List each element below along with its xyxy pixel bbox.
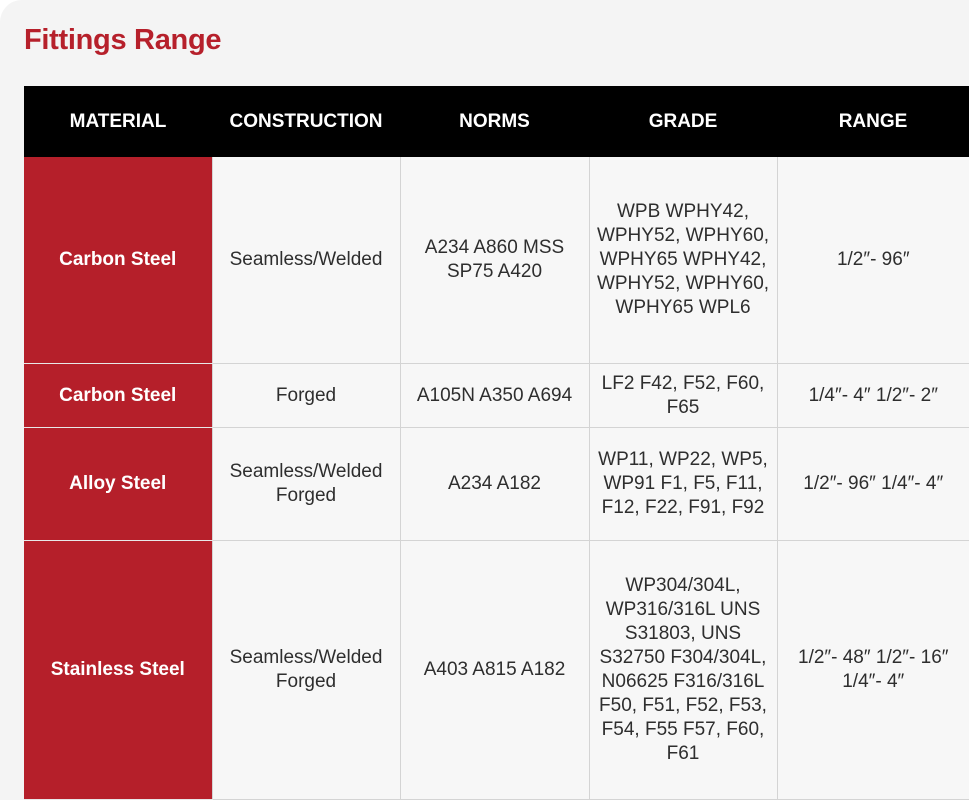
norms-cell: A105N A350 A694 <box>400 364 589 428</box>
material-cell: Alloy Steel <box>24 428 212 541</box>
construction-cell: Seamless/Welded Forged <box>212 428 400 541</box>
table-row <box>24 157 969 364</box>
range-cell: 1/4″- 4″ 1/2″- 2″ <box>777 364 969 428</box>
column-header-material: MATERIAL <box>24 86 212 157</box>
table-row <box>24 428 969 541</box>
grade-cell: LF2 F42, F52, F60, F65 <box>589 364 777 428</box>
construction-cell: Forged <box>212 364 400 428</box>
material-cell: Carbon Steel <box>24 364 212 428</box>
range-cell: 1/2″- 96″ <box>777 157 969 364</box>
grade-cell: WP11, WP22, WP5, WP91 F1, F5, F11, F12, F22, F91, F92 <box>589 428 777 541</box>
table-row <box>24 364 969 428</box>
grade-cell: WPB WPHY42, WPHY52, WPHY60, WPHY65 WPHY42, WPHY52, WPHY60, WPHY65 WPL6 <box>589 157 777 364</box>
page-title: Fittings Range <box>24 24 222 56</box>
norms-cell: A403 A815 A182 <box>400 541 589 800</box>
range-cell: 1/2″- 48″ 1/2″- 16″ 1/4″- 4″ <box>777 541 969 800</box>
column-header-norms: NORMS <box>400 86 589 157</box>
construction-cell: Seamless/Welded <box>212 157 400 364</box>
material-cell: Carbon Steel <box>24 157 212 364</box>
table-row <box>24 541 969 800</box>
norms-cell: A234 A860 MSS SP75 A420 <box>400 157 589 364</box>
material-cell: Stainless Steel <box>24 541 212 800</box>
range-cell: 1/2″- 96″ 1/4″- 4″ <box>777 428 969 541</box>
fittings-range-table <box>24 86 969 800</box>
grade-cell: WP304/304L, WP316/316L UNS S31803, UNS S32750 F304/304L, N06625 F316/316L F50, F51, F52, F53, F54, F55 F57, F60, F61 <box>589 541 777 800</box>
column-header-grade: GRADE <box>589 86 777 157</box>
norms-cell: A234 A182 <box>400 428 589 541</box>
construction-cell: Seamless/Welded Forged <box>212 541 400 800</box>
column-header-construction: CONSTRUCTION <box>212 86 400 157</box>
column-header-range: RANGE <box>777 86 969 157</box>
table-header-row <box>24 86 969 157</box>
